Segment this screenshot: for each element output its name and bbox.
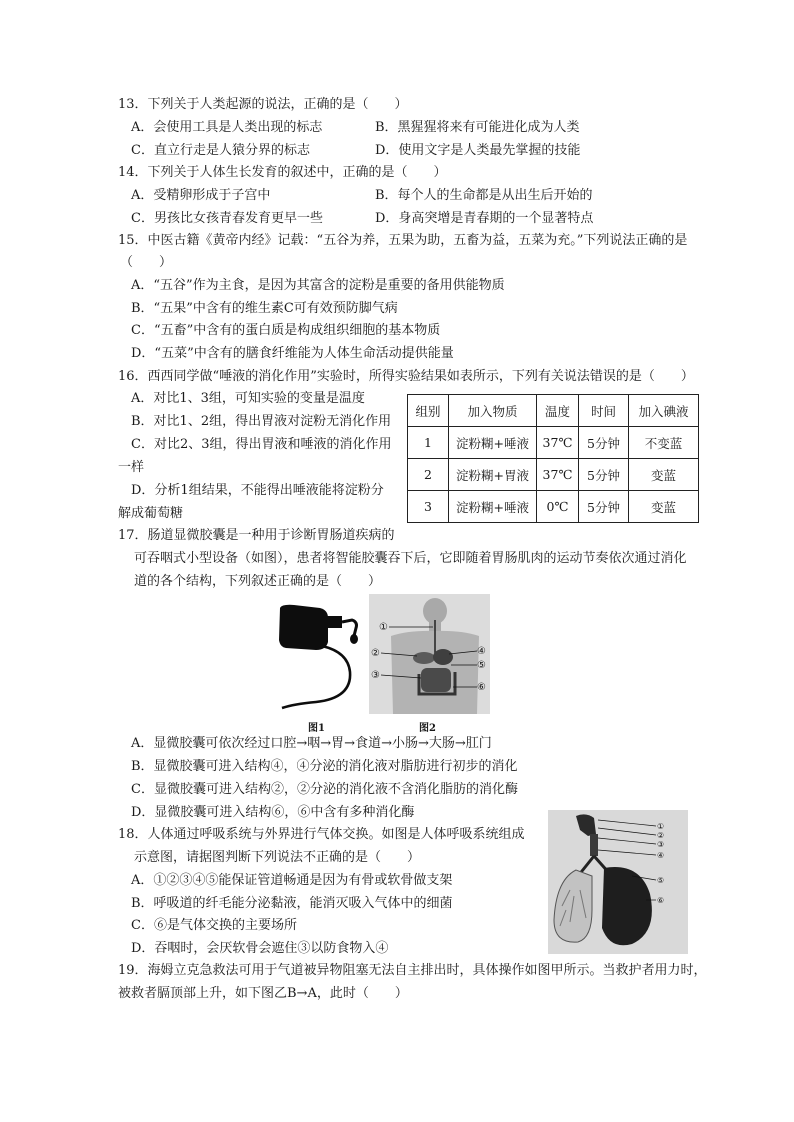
q15-option-d[interactable]: D．“五菜”中含有的膳食纤维能为人体生命活动提供能量 [131, 346, 454, 361]
resp-label-4: ④ [657, 851, 665, 860]
table-header: 时间 [579, 395, 629, 427]
table-cell: 5分钟 [579, 427, 629, 459]
respiratory-system-illustration [548, 810, 688, 954]
respiratory-system-figure [548, 810, 688, 954]
resp-label-5: ⑤ [657, 876, 665, 885]
q14-option-d[interactable]: D．身高突增是青春期的一个显著特点 [375, 211, 594, 226]
q17-stem-line2: 可吞咽式小型设备（如图），患者将智能胶囊吞下后，它即随着胃肠肌肉的运动节奏依次通过消化 [134, 551, 687, 566]
table-header: 温度 [537, 395, 579, 427]
q17-stem: 17．肠道显微胶囊是一种用于诊断胃肠道疾病的 [118, 528, 395, 543]
q16-option-a[interactable]: A．对比1、3组，可知实验的变量是温度 [131, 391, 365, 406]
q14-option-c[interactable]: C．男孩比女孩青春发育更早一些 [131, 211, 323, 226]
table-cell: 37℃ [537, 427, 579, 459]
label-6: ⑥ [477, 682, 486, 693]
q13-stem: 13．下列关于人类起源的说法，正确的是（ ） [118, 97, 408, 112]
table-cell: 淀粉糊+胃液 [449, 459, 537, 491]
table-cell: 5分钟 [579, 491, 629, 523]
table-cell: 3 [408, 491, 449, 523]
resp-label-3: ③ [657, 840, 665, 849]
q15-option-c[interactable]: C．“五畜”中含有的蛋白质是构成组织细胞的基本物质 [131, 323, 441, 338]
q18-stem: 18．人体通过呼吸系统与外界进行气体交换。如图是人体呼吸系统组成 [118, 827, 525, 842]
q16-stem: 16．西西同学做“唾液的消化作用”实验时，所得实验结果如表所示，下列有关说法错误的是（ ） [118, 369, 694, 384]
q18-option-d[interactable]: D．吞咽时，会厌软骨会遮住③以防食物入④ [131, 941, 389, 956]
table-cell: 变蓝 [629, 459, 699, 491]
q18-option-a[interactable]: A．①②③④⑤能保证管道畅通是因为有骨或软骨做支架 [131, 873, 453, 888]
q14-stem: 14．下列关于人体生长发育的叙述中，正确的是（ ） [118, 165, 447, 180]
q17-option-b[interactable]: B．显微胶囊可进入结构④，④分泌的消化液对脂肪进行初步的消化 [131, 759, 518, 774]
table-header: 加入碘液 [629, 395, 699, 427]
table-cell: 5分钟 [579, 459, 629, 491]
q14-option-a[interactable]: A．受精卵形成于子宫中 [131, 188, 271, 203]
table-cell: 2 [408, 459, 449, 491]
table-row [408, 427, 699, 459]
q16-option-c[interactable]: C．对比2、3组，得出胃液和唾液的消化作用 [131, 437, 392, 452]
q13-option-a[interactable]: A．会使用工具是人类出现的标志 [131, 120, 323, 135]
figure2-caption: 图2 [419, 723, 436, 734]
q19-stem-line2: 被救者膈顶部上升，如下图乙B→A，此时（ ） [118, 986, 408, 1001]
capsule-device-figure [276, 602, 372, 714]
resp-label-1: ① [657, 822, 665, 831]
q17-stem-line3: 道的各个结构，下列叙述正确的是（ ） [134, 574, 382, 589]
table-header-row [408, 395, 699, 427]
table-header: 组别 [408, 395, 449, 427]
q15-stem-bracket: （ ） [120, 255, 173, 270]
q17-option-a[interactable]: A．显微胶囊可依次经过口腔→咽→胃→食道→小肠→大肠→肛门 [131, 736, 492, 751]
q13-option-b[interactable]: B．黑猩猩将来有可能进化成为人类 [375, 120, 580, 135]
q19-stem: 19．海姆立克急救法可用于气道被异物阻塞无法自主排出时，具体操作如图甲所示。当救护者用力时， [118, 963, 707, 978]
table-cell: 1 [408, 427, 449, 459]
q15-stem: 15．中医古籍《黄帝内经》记载：“五谷为养，五果为助，五畜为益，五菜为充。”下列说法正确的是 [118, 233, 688, 248]
resp-label-2: ② [657, 831, 665, 840]
table-cell: 淀粉糊+唾液 [449, 491, 537, 523]
q13-option-c[interactable]: C．直立行走是人猿分界的标志 [131, 143, 310, 158]
q16-option-b[interactable]: B．对比1、2组，得出胃液对淀粉无消化作用 [131, 414, 392, 429]
q17-option-c[interactable]: C．显微胶囊可进入结构②，②分泌的消化液不含消化脂肪的消化酶 [131, 782, 518, 797]
label-3: ③ [371, 670, 380, 681]
q18-option-c[interactable]: C．⑥是气体交换的主要场所 [131, 918, 297, 933]
experiment-table [407, 394, 699, 523]
table-cell: 淀粉糊+唾液 [449, 427, 537, 459]
figure1-caption: 图1 [308, 723, 325, 734]
q17-option-d[interactable]: D．显微胶囊可进入结构⑥，⑥中含有多种消化酶 [131, 805, 415, 820]
table-row [408, 459, 699, 491]
q16-option-c-cont: 一样 [118, 460, 145, 475]
table-cell: 0℃ [537, 491, 579, 523]
q13-option-d[interactable]: D．使用文字是人类最先掌握的技能 [375, 143, 581, 158]
table-header: 加入物质 [449, 395, 537, 427]
q14-option-b[interactable]: B．每个人的生命都是从出生后开始的 [375, 188, 593, 203]
q18-option-b[interactable]: B．呼吸道的纤毛能分泌黏液，能消灭吸入气体中的细菌 [131, 896, 453, 911]
digestive-system-illustration [369, 594, 490, 714]
q18-stem-line2: 示意图，请据图判断下列说法不正确的是（ ） [134, 850, 421, 865]
label-1: ① [379, 622, 388, 633]
q15-option-b[interactable]: B．“五果”中含有的维生素C可有效预防脚气病 [131, 301, 398, 316]
table-cell: 37℃ [537, 459, 579, 491]
table-cell: 不变蓝 [629, 427, 699, 459]
table-cell: 变蓝 [629, 491, 699, 523]
table-row [408, 491, 699, 523]
q15-option-a[interactable]: A．“五谷”作为主食，是因为其富含的淀粉是重要的备用供能物质 [131, 278, 505, 293]
q16-option-d[interactable]: D．分析1组结果，不能得出唾液能将淀粉分 [131, 483, 384, 498]
label-4: ④ [477, 646, 486, 657]
label-5: ⑤ [477, 660, 486, 671]
label-2: ② [371, 648, 380, 659]
resp-label-6: ⑥ [657, 896, 665, 905]
q16-option-d-cont: 解成葡萄糖 [118, 506, 184, 521]
digestive-system-figure [369, 594, 490, 714]
